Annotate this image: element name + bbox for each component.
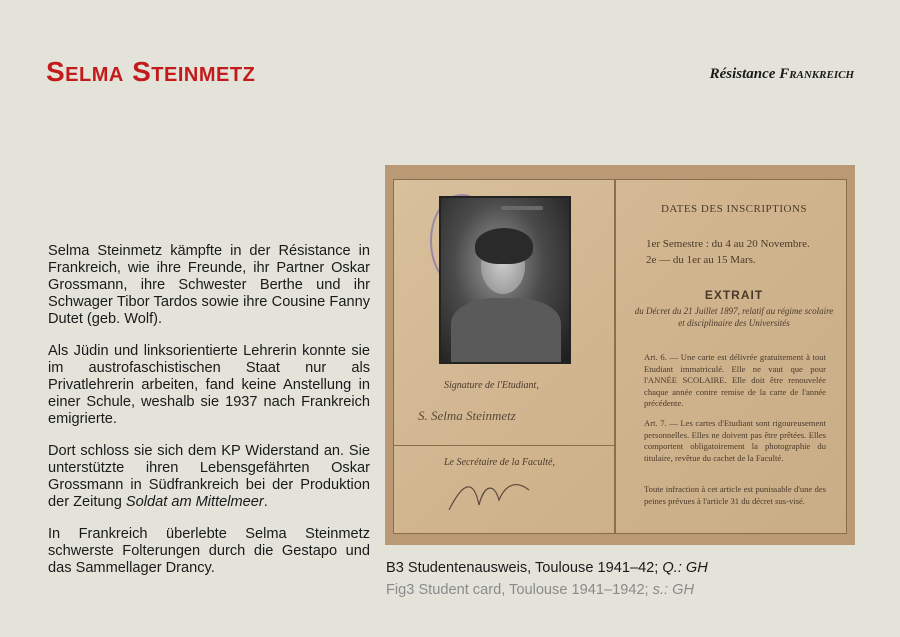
subtitle-prefix: Résistance — [709, 66, 776, 82]
caption-english-source: s.: GH — [652, 582, 695, 598]
article-6: Art. 6. — Une carte est délivrée gratuitement à tout Etudiant immatriculé. Elle ne vaut que pour l'ANNÉE SCOLAIRE. Elle doit être renouvelée chaque année contre remise de la carte de l'année précédente. — [644, 352, 826, 408]
subtitle-country: Frankreich — [779, 66, 854, 82]
extrait-heading: EXTRAIT — [704, 288, 764, 302]
portrait-coat — [451, 298, 561, 362]
caption-german-source: Q.: GH — [662, 560, 708, 576]
paragraph-1: Selma Steinmetz kämpfte in der Résistance in Frankreich, wie ihre Freunde, ihr Partner Oskar Grossmann, ihre Schwester Berthe und ihr Schwager Tibor Tardos sowie ihre Cousine Fanny Dutet (geb. Wolf). — [48, 243, 370, 327]
secretary-signature — [444, 470, 534, 518]
paragraph-4: In Frankreich überlebte Selma Steinmetz schwerste Folterungen durch die Gestapo und das Sammellager Drancy. — [48, 526, 370, 576]
body-text — [48, 243, 370, 592]
paper-clip — [501, 206, 543, 210]
caption-german-text: B3 Studentenausweis, Toulouse 1941–42; — [386, 560, 663, 576]
caption-german — [386, 560, 708, 576]
paragraph-2: Als Jüdin und linksorientierte Lehrerin konnte sie im austrofaschistischen Staat nur als Privatlehrerin arbeiten, fand keine Anstellung in einer Schule, weshalb sie 1937 nach Frankreich emigrierte. — [48, 343, 370, 427]
card-left-panel — [394, 180, 616, 533]
paragraph-3 — [48, 443, 370, 511]
paragraph-3-text: Dort schloss sie sich dem KP Widerstand an. Sie unterstützte ihren Lebensgefährten Oskar Grossmann in Südfrankreich bei der Produktion der Zeitung — [48, 443, 370, 510]
dates-title: DATES DES INSCRIPTIONS — [660, 203, 808, 215]
card-right-panel — [622, 180, 846, 533]
decret-text: du Décret du 21 Juillet 1897, relatif au régime scolaire et disciplinaire des Universités — [634, 306, 834, 328]
signature-label: Signature de l'Etudiant, — [444, 380, 539, 391]
article-7: Art. 7. — Les cartes d'Etudiant sont rigoureusement personnelles. Elles ne doivent pas être prêtées. Elles comportent obligatoirement la photographie du titulaire, revêtue du cachet de la Faculté. — [644, 418, 826, 463]
newspaper-title: Soldat am Mittelmeer — [125, 494, 264, 510]
student-card — [393, 179, 847, 534]
page-title: Selma Steinmetz — [46, 56, 256, 87]
page-subtitle — [710, 66, 854, 83]
semester-1: 1er Semestre : du 4 au 20 Novembre. — [646, 238, 810, 250]
card-divider — [394, 445, 614, 446]
secretary-label: Le Secrétaire de la Faculté, — [444, 457, 555, 468]
paragraph-3-end: . — [263, 494, 268, 510]
student-card-photo — [385, 165, 855, 545]
student-signature: S. Selma Steinmetz — [418, 408, 516, 423]
portrait-hair — [475, 228, 533, 264]
portrait-photo — [439, 196, 571, 364]
article-penalty: Toute infraction à cet article est punissable d'une des peines prévues à l'article 31 du décret sus-visé. — [644, 484, 826, 506]
semester-2: 2e — du 1er au 15 Mars. — [646, 254, 756, 266]
caption-english-text: Fig3 Student card, Toulouse 1941–1942; — [386, 582, 653, 598]
caption-english — [386, 582, 694, 598]
